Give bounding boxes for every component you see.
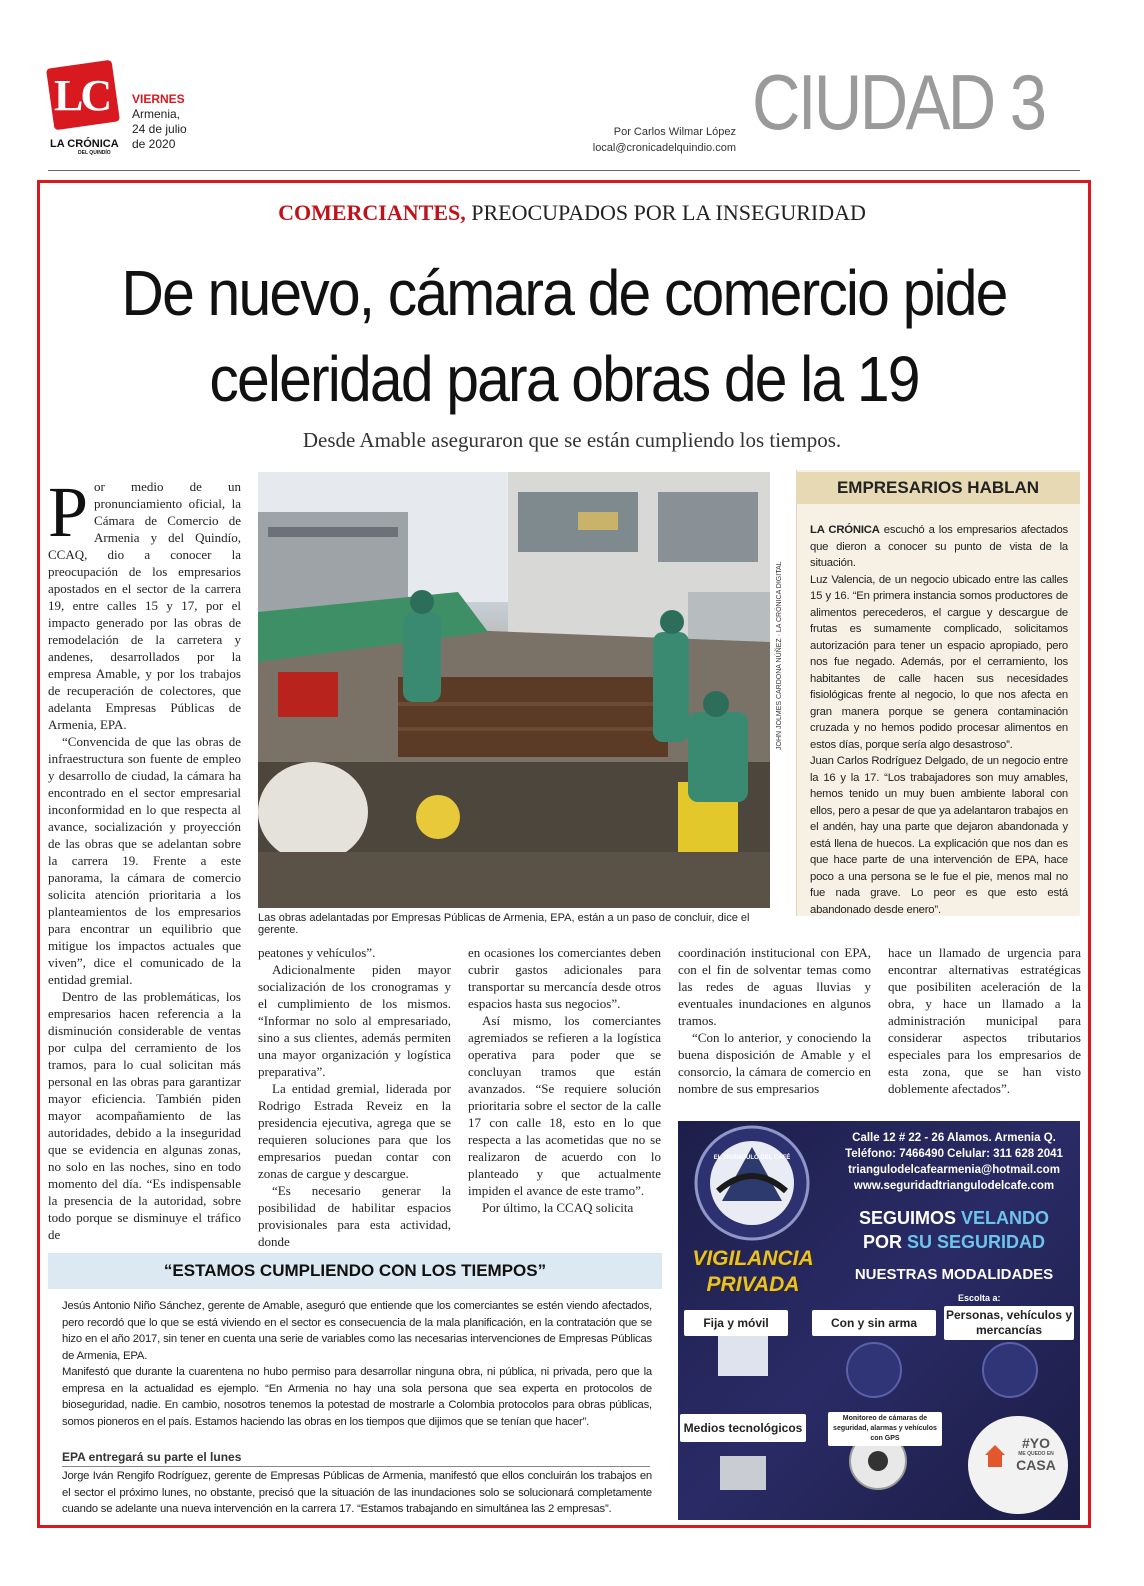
- drop-cap: P: [48, 472, 89, 552]
- box-paragraph: Jorge Iván Rengifo Rodríguez, gerente de Empresas Públicas de Armenia, manifestó que ellos concluirán los trabajos en el sector el próximo lunes, no obstante, precisó que la situación de las inundaciones solo se solucionará completamente cuando se adelante una nueva intervención en la carrera 17. “Estamos trabajando en simultánea las 2 empresas”.: [62, 1470, 652, 1515]
- byline-email[interactable]: local@cronicadelquindio.com: [592, 142, 736, 154]
- ad-brand: VIGILANCIA PRIVADA: [692, 1247, 814, 1296]
- ad-email[interactable]: triangulodelcafearmenia@hotmail.com: [848, 1164, 1060, 1176]
- body-paragraph: hace un llamado de urgencia para encontrar alternativas estratégicas que posibiliten aceleración de la obra, y hace un llamado a la administración municipal para considerar aspectos tributarios especiales para los empresarios de esta zona, que se han visto doblemente afectados”.: [888, 945, 1081, 1096]
- body-paragraph: Dentro de las problemáticas, los empresarios hacen referencia a la disminución considerable de ventas por culpa del cerramiento de los tramos, para lo cual solicitan más personal en las obras para garantizar mayor eficiencia. También piden mayor acompañamiento de las autoridades, debido a la inseguridad que se evidencia en algunas zonas, no solo en las noches, sino en todo momento del día. “Es indispensable la presencia de la autoridad, sobre todo porque se disminuye el tráfico de: [48, 989, 241, 1242]
- sidebar-lead: LA CRÓNICA: [810, 524, 880, 536]
- body-paragraph: “Con lo anterior, y conociendo la buena disposición de Amable y el consorcio, la cámara de comercio en nombre de sus empresarios: [678, 1030, 871, 1096]
- body-paragraph: peatones y vehículos”.: [258, 945, 376, 960]
- body-column-1: [48, 472, 241, 1242]
- box-paragraph: Manifestó que durante la cuarentena no hubo permiso para desarrollar ninguna obra, ni pública, ni privada, pero que la empresa en la actualidad es ejemplo. “En Armenia no hay una sola persona que sea experta en protocolos de bioseguridad, nadie. En cambio, nosotros tenemos la potestad de mostrarle a Colombia protocolos para obras públicas, somos pioneros en el país. Estamos haciendo las obras en los tiempos que dijimos que se tenían que hacer”.: [62, 1366, 652, 1428]
- box-body-2: [62, 1468, 652, 1518]
- box-subtitle: EPA entregará su parte el lunes: [62, 1450, 242, 1464]
- sidebar-paragraph: LA CRÓNICA escuchó a los empresarios afectados que dieron a conocer su punto de vista de la situación.: [810, 524, 1069, 569]
- ad-phones: Teléfono: 7466490 Celular: 311 628 2041: [845, 1148, 1063, 1160]
- ad-chip-escort[interactable]: Personas, vehículos y mercancías: [944, 1306, 1074, 1340]
- sidebar-paragraph: Luz Valencia, de un negocio ubicado entre las calles 15 y 16. “En primera instancia somos productores de alimentos perecederos, el cargue y descargue de frutas es sumamente complicado, solicitamos autorización para tener un espacio apropiado, pero nos fue negado. Además, por el cerramiento, los habitantes de calle hacen sus necesidades fisiológicas frente al negocio, lo que nos afecta en gran manera porque se genera contaminación cruzada y no hemos podido procesar alimentos en estos días, porque sería algo desastroso”.: [810, 573, 1068, 751]
- ad-website[interactable]: www.seguridadtriangulodelcafe.com: [853, 1180, 1055, 1192]
- section-title: CIUDAD 3: [752, 58, 1045, 146]
- body-paragraph: Así mismo, los comerciantes agremiados se refieren a la logística operativa para poder que se concluyan tramos que están avanzados. “Se requiere solución prioritaria sobre el sector de la calle 17 con calle 18, esto en lo que respecta a las acometidas que no se realizaron de acuerdo con lo planteado y que actualmente impiden el avance de este tramo”.: [468, 1013, 661, 1198]
- header-divider: [48, 170, 1080, 171]
- headline-line2: celeridad para obras de la 19: [209, 343, 919, 415]
- kicker-rest: PREOCUPADOS POR LA INSEGURIDAD: [465, 200, 866, 225]
- byline: [580, 124, 736, 156]
- ad-slogan: [826, 1206, 1082, 1254]
- photo-credit: JOHN JOLMES CARDONA NÚÑEZ · LA CRÓNICA DIGITAL: [776, 561, 783, 750]
- box-title: “ESTAMOS CUMPLIENDO CON LOS TIEMPOS”: [48, 1253, 662, 1289]
- ad-chip-tech[interactable]: Medios tecnológicos: [680, 1414, 806, 1442]
- ad-guard-icon-1: [846, 1342, 902, 1398]
- photo-caption: Las obras adelantadas por Empresas Públicas de Armenia, EPA, están a un paso de concluir, dice el gerente.: [258, 912, 750, 936]
- construction-photo: [258, 472, 770, 908]
- body-column-3: [468, 944, 661, 1234]
- body-paragraph: La entidad gremial, liderada por Rodrigo Estrada Reveiz en la presidencia ejecutiva, agrega que se requieren soluciones para que los empresarios puedan contar con zonas de cargue y descargue.: [258, 1081, 451, 1181]
- logo-letters: LC: [54, 71, 110, 120]
- issue-date-line1: 24 de julio: [132, 122, 187, 136]
- ad-slogan-line2: POR SU SEGURIDAD: [862, 1232, 1046, 1252]
- body-paragraph: en ocasiones los comerciantes deben cubrir gastos adicionales para transportar su mercancía desde otros espacios hasta sus negocios”.: [468, 945, 661, 1011]
- issue-date: [132, 92, 187, 152]
- sidebar-title: EMPRESARIOS HABLAN: [796, 472, 1080, 504]
- body-paragraph: “Es necesario generar la posibilidad de habilitar espacios provisionales para esta actividad, donde: [258, 1183, 451, 1249]
- body-column-2: [258, 944, 451, 1249]
- logo-subtitle: DEL QUINDÍO: [78, 150, 111, 156]
- ad-stay-home-badge: #YO ME QUEDO EN CASA: [1016, 1435, 1056, 1473]
- ad-escort-label: Escolta a:: [958, 1293, 1001, 1303]
- ad-chip-monitoring[interactable]: Monitoreo de cámaras de seguridad, alarmas y vehículos con GPS: [828, 1412, 942, 1446]
- article-subhead: Desde Amable aseguraron que se están cumpliendo los tiempos.: [302, 428, 842, 452]
- kicker-bold: COMERCIANTES,: [278, 200, 466, 225]
- ad-badge-text: EL TRIÁNGULO DEL CAFÉ: [713, 1155, 791, 1161]
- body-column-5: [888, 944, 1081, 1104]
- issue-day: VIERNES: [132, 92, 185, 106]
- byline-author: Por Carlos Wilmar López: [613, 126, 736, 138]
- ad-modalities-title: NUESTRAS MODALIDADES: [854, 1266, 1054, 1283]
- article-kicker: [0, 200, 1144, 226]
- box-divider: [62, 1466, 650, 1467]
- ad-guard-icon-2: [982, 1342, 1038, 1398]
- sidebar-paragraph: Juan Carlos Rodríguez Delgado, de un negocio entre la 16 y la 17. “Los trabajadores son muy amables, hemos tenido un muy buen ambiente laboral con ellos, pero a pesar de que ya adelantaron trabajos en el andén, hay una parte que dejaron abandonada y está llena de huecos. La explicación que nos dan es que hace parte de una intervención de EPA, hace poco a una persona se le fue el pie, menos mal no fue nada grave. Lo peor es que esto está abandonado desde enero”.: [810, 755, 1068, 916]
- body-paragraph: “Convencida de que las obras de infraestructura son fuente de empleo y desarrollo de ciudad, la cámara ha encontrado en el sector empresarial inconformidad en lo que respecta al avance, socialización y proyección de las obras que se adelantan sobre la carrera 19. Frente a este panorama, la cámara de comercio solicita atención prioritaria a los planteamientos de los empresarios para encontrar un equilibrio que mitigue los impactos actuales que viven”, dice el comunicado de la entidad gremial.: [48, 734, 241, 987]
- newspaper-logo: [48, 62, 122, 136]
- issue-date-line2: de 2020: [132, 137, 176, 151]
- logo-name: LA CRÓNICA: [50, 138, 119, 150]
- body-paragraph: Por medio de un pronunciamiento oficial, la Cámara de Comercio de Armenia y del Quindío, CCAQ, dio a conocer la preocupación de los empresarios apostados en el sector de la carrera 19, entre calles 15 y 17, por el impacto generado por las obras de remodelación de la carretera y andenes, desarrollados por la empresa Amable, y por los trabajos de recuperación de colectores, que adelanta Empresas Públicas de Armenia, EPA.: [48, 472, 241, 732]
- issue-city: Armenia,: [132, 107, 181, 121]
- body-paragraph: Adicionalmente piden mayor socialización de los cronogramas y el cumplimiento de los mismos. “Informar no solo al empresariado, sino a sus clientes, además permiten una mayor organización y logística preparativa”.: [258, 962, 451, 1079]
- article-headline: [82, 250, 1046, 422]
- ad-address: Calle 12 # 22 - 26 Alamos. Armenia Q.: [852, 1132, 1056, 1144]
- body-paragraph: coordinación institucional con EPA, con el fin de solventar temas como las redes de aguas lluvias y eventuales inundaciones en algunos tramos.: [678, 945, 871, 1028]
- body-paragraph: Por último, la CCAQ solicita: [482, 1200, 634, 1215]
- ad-contact: [836, 1130, 1072, 1194]
- house-icon: [984, 1444, 1006, 1468]
- body-column-4: [678, 944, 871, 1104]
- photo-illustration: [258, 472, 770, 908]
- box-paragraph: Jesús Antonio Niño Sánchez, gerente de Amable, aseguró que entiende que los comerciantes se estén viendo afectados, pero recordó que lo que se está viviendo en el sector es consecuencia de la mala planificación, en la contratación que se hizo en el año 2017, sin tener en cuenta una serie de variables como las necesarias intervenciones de Empresas Públicas de Armenia, EPA.: [62, 1300, 652, 1362]
- ad-chip-armed[interactable]: Con y sin arma: [812, 1310, 936, 1336]
- sidebar-body: [810, 522, 1068, 918]
- headline-line1: De nuevo, cámara de comercio pide: [121, 257, 1007, 329]
- ad-chip-fixed[interactable]: Fija y móvil: [684, 1310, 788, 1336]
- ad-slogan-line1: SEGUIMOS VELANDO: [858, 1208, 1050, 1228]
- box-body: [62, 1298, 652, 1430]
